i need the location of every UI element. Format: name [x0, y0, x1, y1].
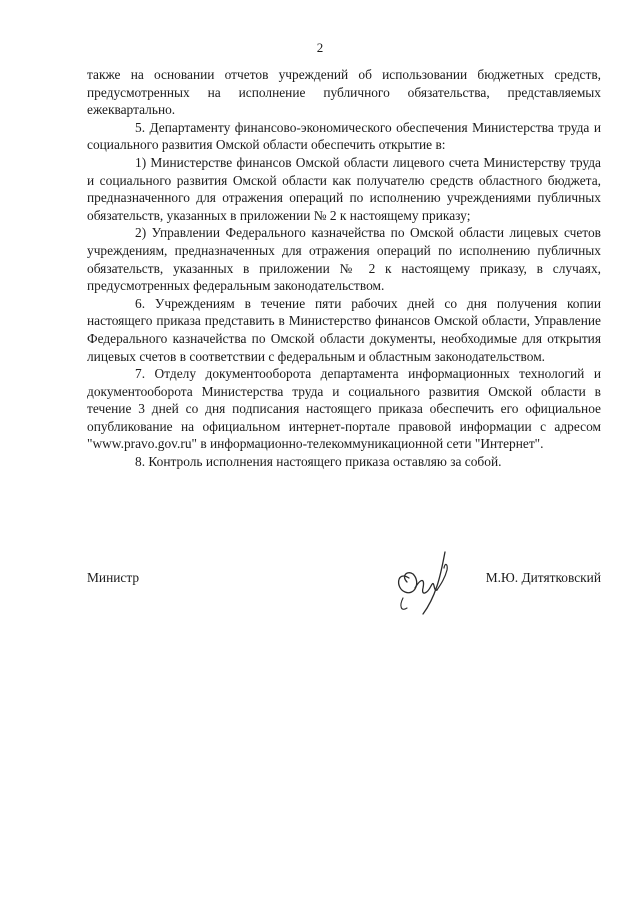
signer-name: М.Ю. Дитятковский — [485, 570, 601, 585]
paragraph-item-6: 6. Учреждениям в течение пяти рабочих дней со дня получения копии настоящего приказа представить в Министерство финансов Омской области, Управление Федерального казначейства по Омской области документы, необходимые для открытия лицевых счетов в соответствии с федеральным и областным законодательством. — [87, 295, 601, 364]
paragraph-item-5: 5. Департаменту финансово-экономического обеспечения Министерства труда и социального развития Омской области обеспечить открытие в: — [87, 119, 601, 153]
paragraph-continuation: также на основании отчетов учреждений об использовании бюджетных средств, предусмотренных на исполнение публичного обязательства, представляемых ежеквартально. — [87, 67, 601, 118]
paragraph-item-5-1: 1) Министерстве финансов Омской области лицевого счета Министерству труда и социального развития Омской области как получателю средств областного бюджета, предназначенного для отражения операций по исполнению учреждениями публичных обязательств, указанных в приложении № 2 к настоящему приказу; — [87, 154, 601, 223]
paragraph-item-7: 7. Отделу документооборота департамента информационных технологий и документооборота Министерства труда и социального развития Омской области в течение 3 дней со дня подписания настоящего приказа обеспечить его официальное опубликование на официальном интернет-портале правовой информации с адресом "www.pravo.gov.ru" в информационно-телекоммуникационной сети "Интернет". — [87, 366, 601, 452]
page-number: 2 — [316, 40, 324, 55]
document-body — [87, 66, 601, 471]
paragraph-item-8: 8. Контроль исполнения настоящего приказа оставляю за собой. — [135, 454, 502, 470]
signer-title: Министр — [87, 570, 140, 585]
handwritten-signature — [387, 548, 463, 618]
paragraph-item-5-2: 2) Управлении Федерального казначейства по Омской области лицевых счетов учреждениям, предназначенных для отражения операций по исполнению публичных обязательств, указанных в приложении № 2 к настоящему приказу, в случаях, предусмотренных федеральным законодательством. — [87, 225, 601, 294]
signature-block — [87, 548, 601, 628]
